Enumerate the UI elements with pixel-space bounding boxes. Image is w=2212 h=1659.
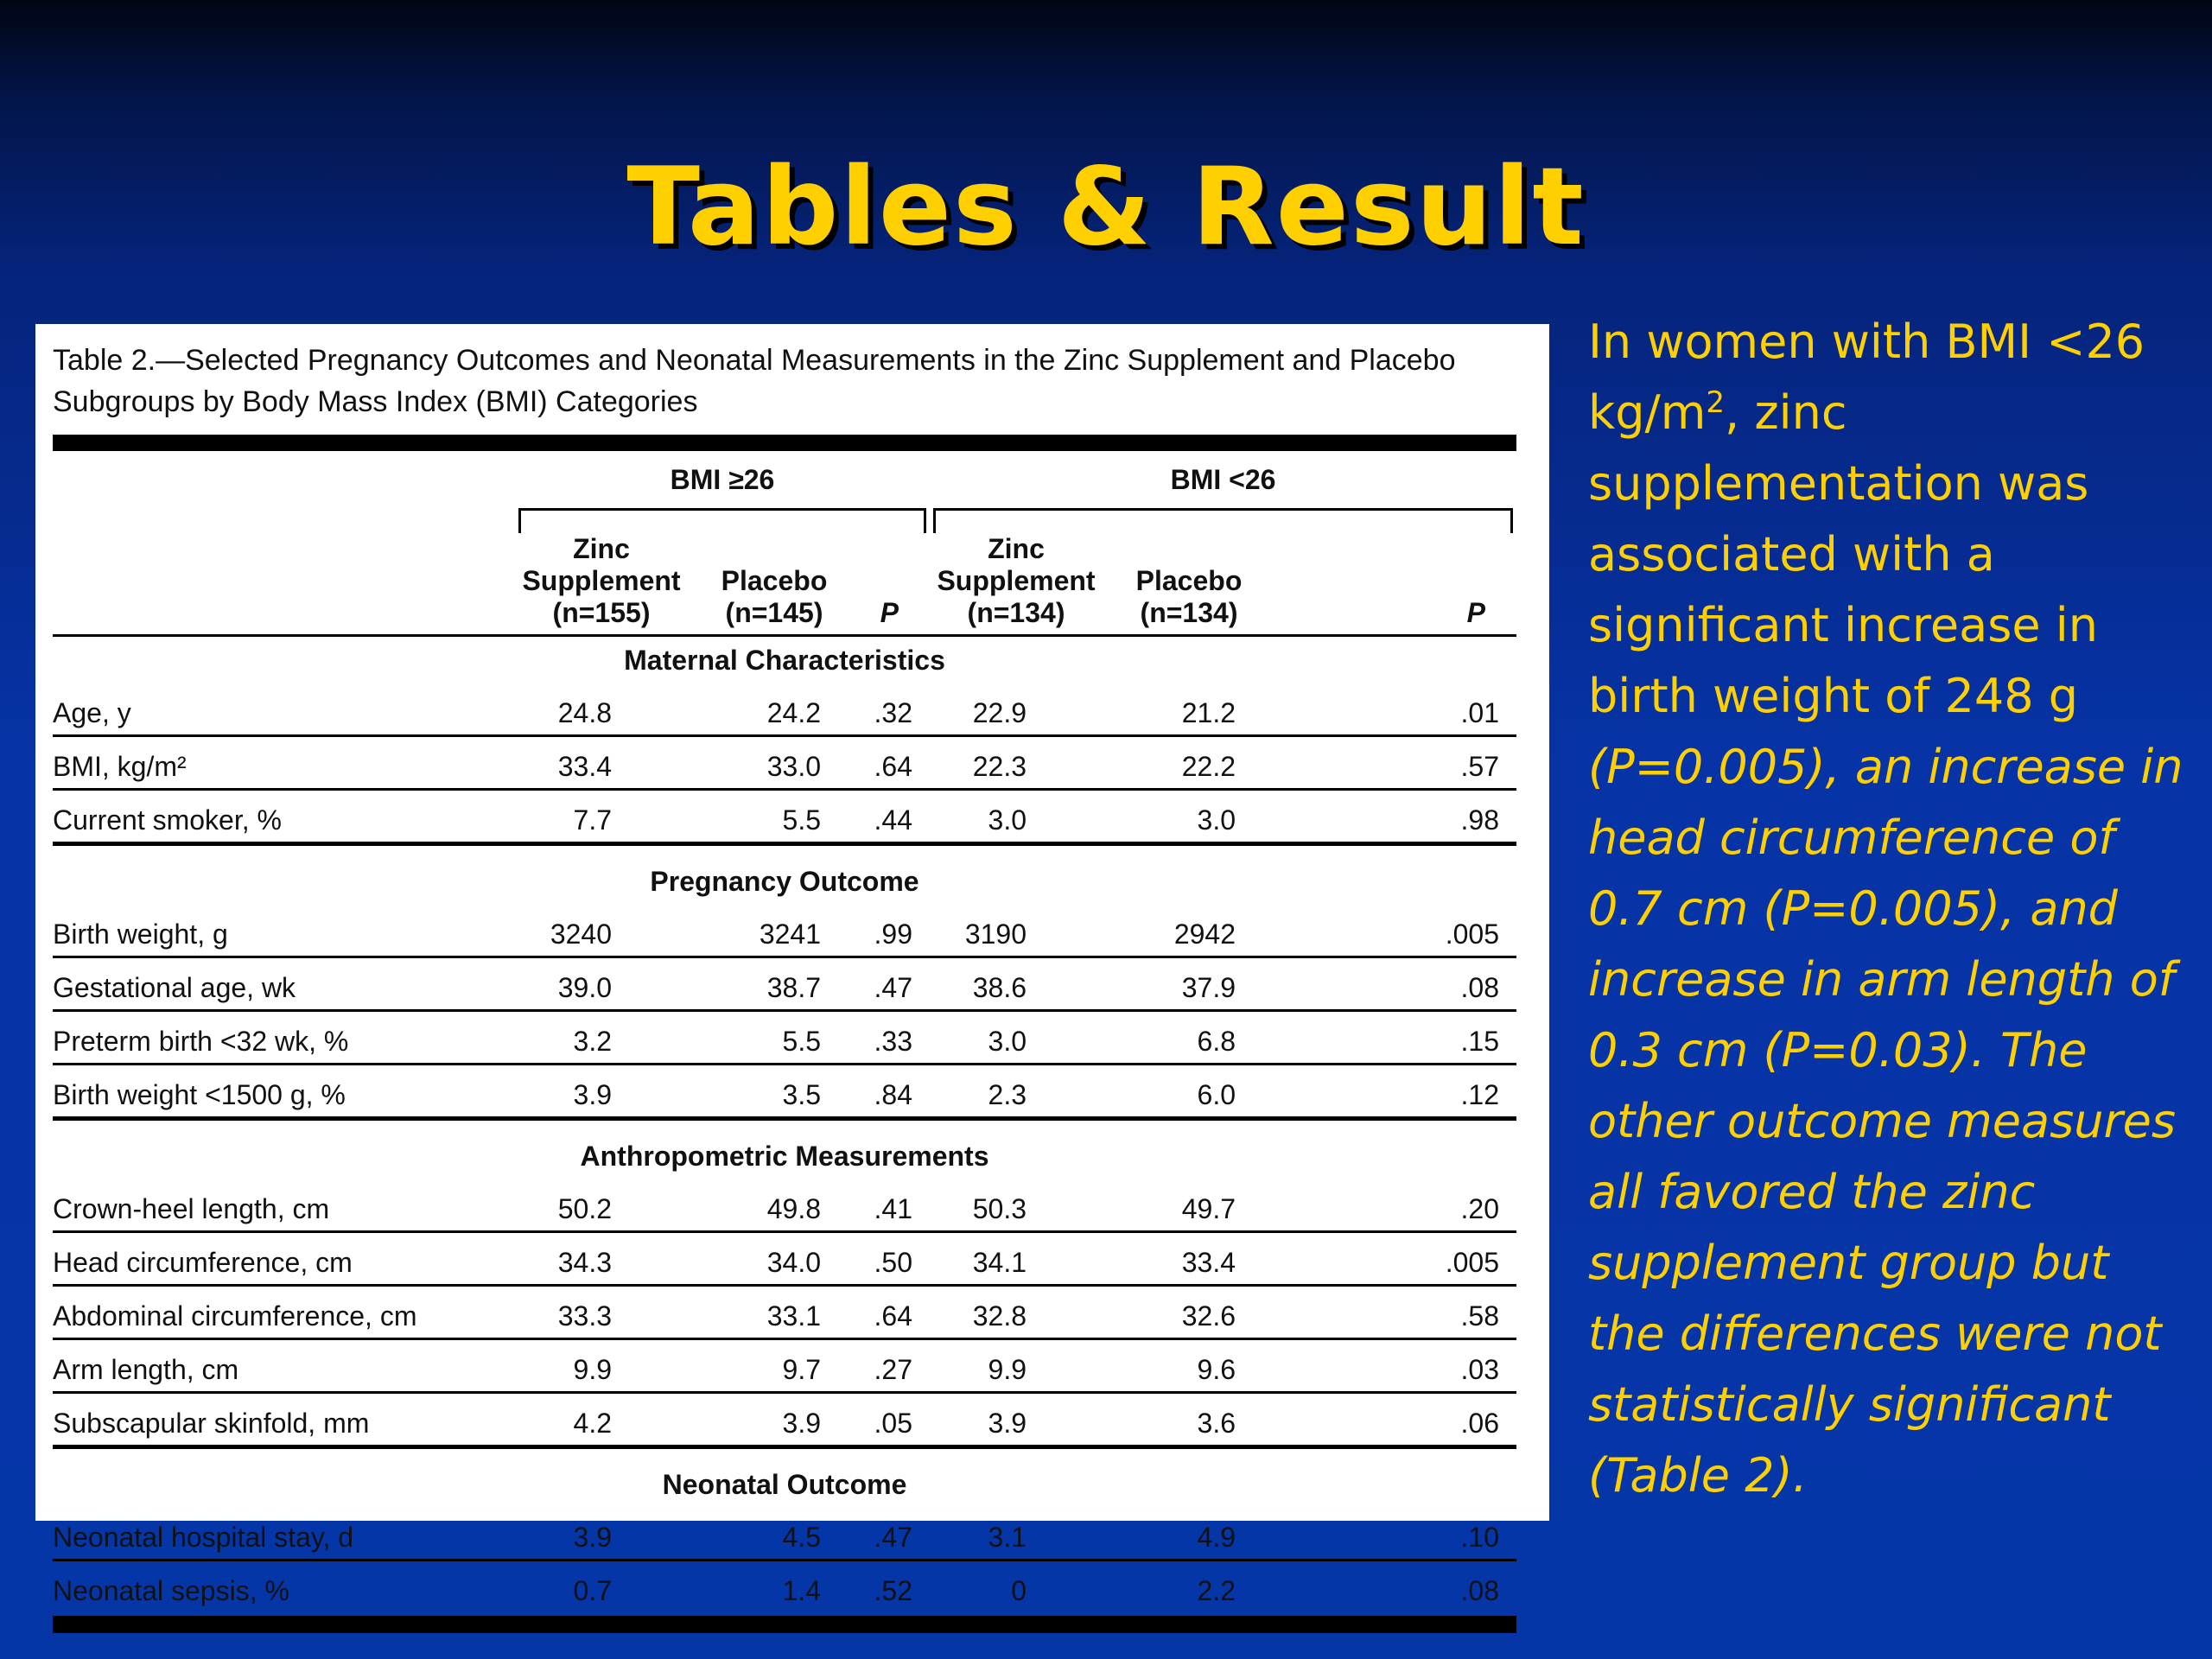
group-bracket-row (53, 508, 1516, 533)
cell-p-bmi-high: .84 (861, 1065, 930, 1119)
cell-p-bmi-low: .03 (1275, 1339, 1516, 1393)
cell-zinc-bmi-high: 3.9 (515, 1065, 688, 1119)
section-header-row (53, 1461, 1516, 1508)
row-label: Age, y (53, 683, 515, 736)
table-row (53, 905, 1516, 957)
cell-zinc-bmi-high: 39.0 (515, 957, 688, 1011)
table-row (53, 1393, 1516, 1447)
cell-placebo-bmi-high: 49.8 (688, 1179, 861, 1232)
table-row (53, 1011, 1516, 1065)
cell-placebo-bmi-high: 3241 (688, 905, 861, 957)
summary-part-1: In women with BMI <26 kg/m (1588, 315, 2145, 440)
cell-zinc-bmi-high: 9.9 (515, 1339, 688, 1393)
row-label: Crown-heel length, cm (53, 1179, 515, 1232)
cell-p-bmi-low: .01 (1275, 683, 1516, 736)
cell-placebo-bmi-high: 38.7 (688, 957, 861, 1011)
cell-p-bmi-low: .15 (1275, 1011, 1516, 1065)
cell-placebo-bmi-high: 24.2 (688, 683, 861, 736)
cell-zinc-bmi-high: 3.2 (515, 1011, 688, 1065)
cell-p-bmi-low: .20 (1275, 1179, 1516, 1232)
cell-p-bmi-low: .12 (1275, 1065, 1516, 1119)
cell-zinc-bmi-low: 34.1 (930, 1232, 1103, 1286)
table-row (53, 683, 1516, 736)
cell-placebo-bmi-low: 32.6 (1103, 1286, 1275, 1339)
cell-p-bmi-high: .52 (874, 1575, 912, 1606)
table-row (53, 790, 1516, 844)
cell-zinc-bmi-low: 9.9 (930, 1339, 1103, 1393)
cell-placebo-bmi-low: 9.6 (1103, 1339, 1275, 1393)
cell-p-bmi-low: .10 (1275, 1508, 1516, 1560)
section-title: Neonatal Outcome (662, 1468, 907, 1500)
cell-p-bmi-low: .57 (1275, 736, 1516, 790)
row-label: Gestational age, wk (53, 957, 515, 1011)
col-p-bmi-low: P (1275, 533, 1516, 636)
cell-placebo-bmi-high: 9.7 (688, 1339, 861, 1393)
section-spacer (53, 1119, 1516, 1134)
cell-placebo-bmi-low: 37.9 (1103, 957, 1275, 1011)
cell-p-bmi-low: .98 (1275, 790, 1516, 844)
cell-p-bmi-low: .58 (1275, 1286, 1516, 1339)
cell-zinc-bmi-low: 22.9 (930, 683, 1103, 736)
column-header-row (53, 533, 1516, 636)
cell-zinc-bmi-low: 38.6 (930, 957, 1103, 1011)
cell-p-bmi-low: .005 (1275, 905, 1516, 957)
cell-zinc-bmi-high: 34.3 (515, 1232, 688, 1286)
table-row (53, 1232, 1516, 1286)
col-zinc-bmi-low: Zinc Supplement (n=134) (930, 533, 1103, 636)
cell-p-bmi-high: .33 (861, 1011, 930, 1065)
cell-zinc-bmi-low: 3190 (930, 905, 1103, 957)
cell-placebo-bmi-low: 21.2 (1103, 683, 1275, 736)
summary-text (1588, 307, 2193, 1511)
cell-placebo-bmi-low: 3.0 (1103, 790, 1275, 844)
cell-p-bmi-high: .47 (861, 957, 930, 1011)
section-spacer (53, 844, 1516, 859)
summary-part-3: (P=0.005), an increase in head circumference of 0.7 cm (P=0.005), and increase in arm length of 0.3 cm (P=0.03). The other outcome measures all favored the zinc supplement group but the differences were not statistically significant (Table 2). (1588, 740, 2183, 1503)
cell-p-bmi-high: .47 (861, 1508, 930, 1560)
row-label: Birth weight <1500 g, % (53, 1065, 515, 1119)
cell-p-bmi-low: .06 (1275, 1393, 1516, 1447)
table-caption: Table 2.—Selected Pregnancy Outcomes and Neonatal Measurements in the Zinc Supplement and Placebo Subgroups by Body Mass Index (BMI) Categories (53, 344, 1456, 418)
table-bottom-rule (53, 1616, 1516, 1633)
cell-p-bmi-high: .05 (861, 1393, 930, 1447)
group-header-row (53, 451, 1516, 508)
cell-zinc-bmi-high: 0.7 (573, 1575, 612, 1606)
summary-superscript: 2 (1706, 385, 1725, 420)
cell-p-bmi-high: .64 (861, 736, 930, 790)
row-label: Abdominal circumference, cm (53, 1286, 515, 1339)
summary-part-2: , zinc supplementation was associated with a significant increase in birth weight of 248 g (1588, 385, 2098, 723)
cell-placebo-bmi-high: 34.0 (688, 1232, 861, 1286)
cell-placebo-bmi-low: 22.2 (1103, 736, 1275, 790)
bmi-low-bracket (933, 508, 1513, 533)
cell-placebo-bmi-high: 4.5 (688, 1508, 861, 1560)
col-zinc-bmi-high: Zinc Supplement (n=155) (515, 533, 688, 636)
row-label: Neonatal hospital stay, d (53, 1508, 515, 1560)
table-row (53, 1508, 1516, 1560)
cell-placebo-bmi-high: 1.4 (782, 1575, 821, 1606)
cell-zinc-bmi-low: 3.1 (930, 1508, 1103, 1560)
table-row (53, 1065, 1516, 1119)
cell-placebo-bmi-low: 49.7 (1103, 1179, 1275, 1232)
row-label: Neonatal sepsis, % (53, 1575, 289, 1606)
cell-placebo-bmi-low: 33.4 (1103, 1232, 1275, 1286)
cell-zinc-bmi-low: 3.0 (930, 790, 1103, 844)
section-title: Pregnancy Outcome (650, 865, 919, 897)
cell-zinc-bmi-high: 3.9 (515, 1508, 688, 1560)
col-placebo-bmi-high: Placebo (n=145) (688, 533, 861, 636)
outcomes-table (53, 451, 1516, 1612)
cell-p-bmi-low: .08 (1460, 1575, 1499, 1606)
cell-zinc-bmi-low: 32.8 (930, 1286, 1103, 1339)
cell-placebo-bmi-low: 6.0 (1103, 1065, 1275, 1119)
slide-title: Tables & Result (626, 145, 1586, 270)
row-label: Birth weight, g (53, 905, 515, 957)
table-row (53, 736, 1516, 790)
bmi-high-bracket (518, 508, 926, 533)
cell-p-bmi-high: .64 (861, 1286, 930, 1339)
cell-zinc-bmi-high: 4.2 (515, 1393, 688, 1447)
label-column-header (53, 533, 515, 636)
cell-placebo-bmi-low: 2942 (1103, 905, 1275, 957)
table-row (53, 1339, 1516, 1393)
cell-zinc-bmi-low: 3.0 (930, 1011, 1103, 1065)
cell-p-bmi-low: .08 (1275, 957, 1516, 1011)
row-label: Preterm birth <32 wk, % (53, 1011, 515, 1065)
cell-zinc-bmi-high: 33.4 (515, 736, 688, 790)
section-title: Anthropometric Measurements (580, 1140, 989, 1172)
group-header-bmi-high: BMI ≥26 (670, 463, 775, 495)
row-label: Head circumference, cm (53, 1232, 515, 1286)
cell-placebo-bmi-low: 2.2 (1197, 1575, 1236, 1606)
col-p-bmi-high: P (861, 533, 930, 636)
cell-zinc-bmi-high: 7.7 (515, 790, 688, 844)
section-spacer (53, 1447, 1516, 1462)
cell-zinc-bmi-high: 3240 (515, 905, 688, 957)
cell-zinc-bmi-high: 24.8 (515, 683, 688, 736)
cell-placebo-bmi-low: 6.8 (1103, 1011, 1275, 1065)
cell-placebo-bmi-high: 5.5 (688, 790, 861, 844)
table-row (53, 1179, 1516, 1232)
cell-p-bmi-high: .27 (861, 1339, 930, 1393)
cell-zinc-bmi-high: 33.3 (515, 1286, 688, 1339)
cell-p-bmi-high: .50 (861, 1232, 930, 1286)
cell-placebo-bmi-low: 4.9 (1103, 1508, 1275, 1560)
table-top-rule (53, 435, 1516, 451)
table-row (53, 1286, 1516, 1339)
cell-zinc-bmi-low: 50.3 (930, 1179, 1103, 1232)
row-label: BMI, kg/m² (53, 736, 515, 790)
cell-p-bmi-high: .99 (861, 905, 930, 957)
cell-p-bmi-high: .32 (861, 683, 930, 736)
cell-placebo-bmi-high: 3.5 (688, 1065, 861, 1119)
cell-placebo-bmi-high: 33.1 (688, 1286, 861, 1339)
cell-placebo-bmi-high: 33.0 (688, 736, 861, 790)
cell-placebo-bmi-high: 5.5 (688, 1011, 861, 1065)
cell-placebo-bmi-high: 3.9 (688, 1393, 861, 1447)
row-label: Subscapular skinfold, mm (53, 1393, 515, 1447)
cell-zinc-bmi-low: 22.3 (930, 736, 1103, 790)
section-header-row (53, 636, 1516, 684)
cell-p-bmi-high: .44 (861, 790, 930, 844)
row-label: Current smoker, % (53, 790, 515, 844)
table-row (53, 1560, 1516, 1613)
group-header-bmi-low: BMI <26 (1170, 463, 1276, 495)
section-header-row (53, 858, 1516, 905)
cell-zinc-bmi-high: 50.2 (515, 1179, 688, 1232)
row-label: Arm length, cm (53, 1339, 515, 1393)
section-header-row (53, 1133, 1516, 1179)
cell-zinc-bmi-low: 2.3 (930, 1065, 1103, 1119)
cell-p-bmi-high: .41 (861, 1179, 930, 1232)
section-title: Maternal Characteristics (624, 644, 945, 676)
col-placebo-bmi-low: Placebo (n=134) (1103, 533, 1275, 636)
cell-zinc-bmi-low: 3.9 (930, 1393, 1103, 1447)
cell-placebo-bmi-low: 3.6 (1103, 1393, 1275, 1447)
table-panel (35, 324, 1549, 1606)
cell-p-bmi-low: .005 (1275, 1232, 1516, 1286)
table-row (53, 957, 1516, 1011)
cell-zinc-bmi-low: 0 (1011, 1575, 1027, 1606)
